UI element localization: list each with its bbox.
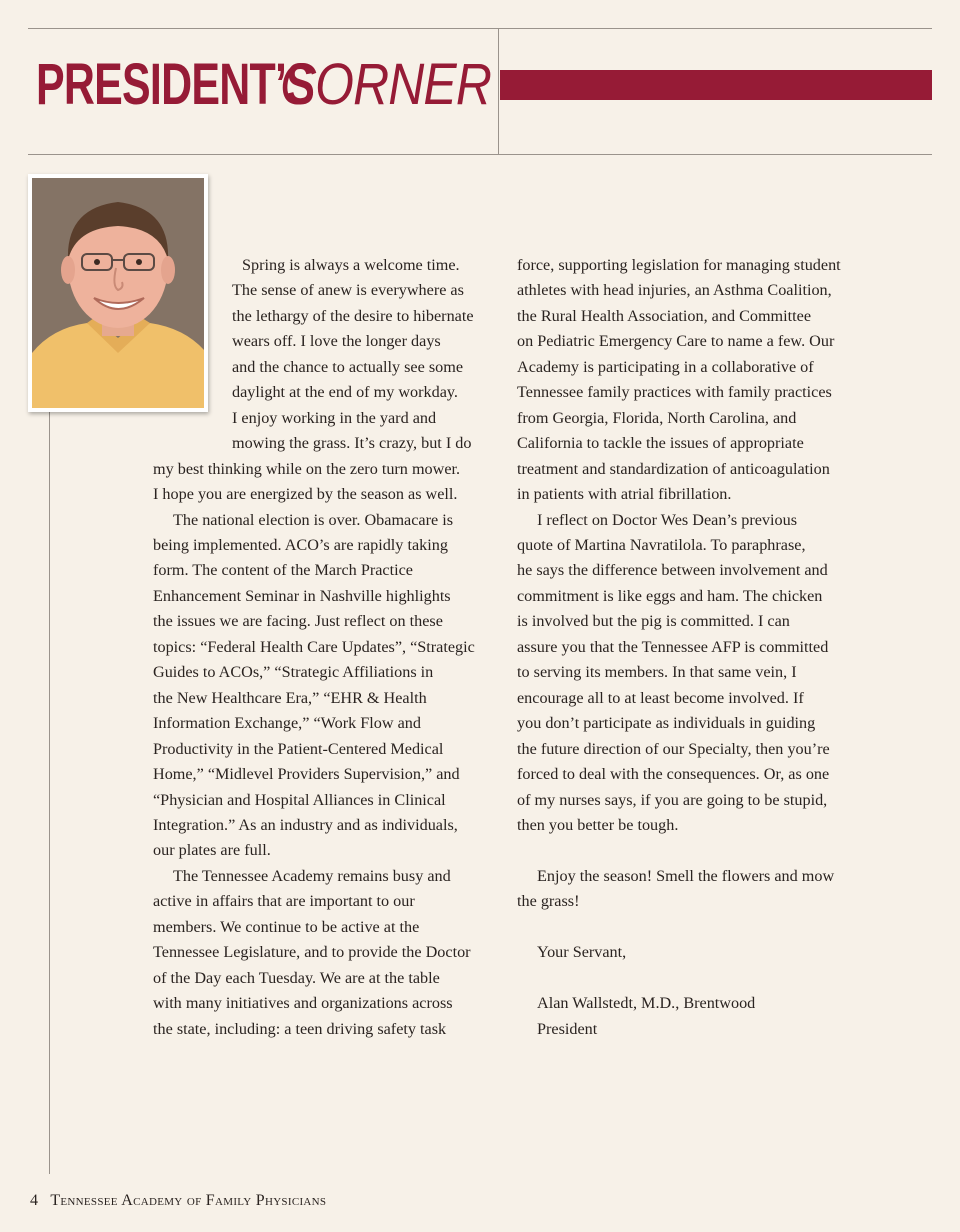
text-line: California to tackle the issues of appropriate <box>517 434 804 453</box>
text-line: the issues we are facing. Just reflect on these <box>153 612 443 631</box>
text-line: assure you that the Tennessee AFP is committed <box>517 637 829 656</box>
text-line: Integration.” As an industry and as individuals, <box>153 815 458 834</box>
text-line: he says the difference between involvement and <box>517 561 828 580</box>
text-line: Enjoy the season! Smell the flowers and mow <box>537 866 835 885</box>
text-line: of the Day each Tuesday. We are at the table <box>153 968 440 987</box>
text-line: of my nurses says, if you are going to be stupid, <box>517 790 828 809</box>
text-line: Guides to ACOs,” “Strategic Affiliations in <box>153 663 434 682</box>
text-line: members. We continue to be active at the <box>153 917 420 936</box>
text-line: form. The content of the March Practice <box>153 561 413 580</box>
publication-name: Tennessee Academy of Family Physicians <box>50 1192 327 1209</box>
text-line: athletes with head injuries, an Asthma Coalition, <box>517 281 832 300</box>
article-column-left <box>153 253 503 1042</box>
text-line: the lethargy of the desire to hibernate <box>232 306 474 325</box>
text-line: our plates are full. <box>153 841 271 860</box>
text-line: topics: “Federal Health Care Updates”, “Strategic <box>153 637 475 656</box>
signature-title: President <box>537 1019 598 1038</box>
article-column-right <box>517 253 937 1042</box>
text-line: Tennessee Legislature, and to provide the Doctor <box>153 943 471 962</box>
top-rule <box>28 28 932 29</box>
text-line: being implemented. ACO’s are rapidly taking <box>153 535 448 554</box>
text-line: then you better be tough. <box>517 815 679 834</box>
paragraph-gap <box>517 915 937 940</box>
text-line: my best thinking while on the zero turn mower. <box>153 459 461 478</box>
header-bottom-rule <box>28 154 932 155</box>
header-divider <box>498 28 499 155</box>
title-bold: PRESIDENT’S <box>36 52 315 117</box>
text-line: is involved but the pig is committed. I can <box>517 612 790 631</box>
text-line: force, supporting legislation for managing student <box>517 256 841 274</box>
text-line: I enjoy working in the yard and <box>232 408 437 427</box>
text-line: encourage all to at least become involved. If <box>517 688 804 707</box>
text-line: treatment and standardization of anticoagulation <box>517 459 830 478</box>
text-line: mowing the grass. It’s crazy, but I do <box>232 434 472 453</box>
text-line: from Georgia, Florida, North Carolina, and <box>517 408 797 427</box>
text-line: the future direction of our Specialty, then you’re <box>517 739 830 758</box>
page-title <box>36 50 491 120</box>
text-line: forced to deal with the consequences. Or, as one <box>517 765 830 784</box>
text-line: I hope you are energized by the season as well. <box>153 485 458 504</box>
paragraph-gap <box>517 966 937 991</box>
text-line: Tennessee family practices with family practices <box>517 383 832 402</box>
text-line: with many initiatives and organizations across <box>153 994 453 1013</box>
paragraph-gap <box>517 838 937 863</box>
text-line: Home,” “Midlevel Providers Supervision,” and <box>153 765 460 784</box>
text-line: in patients with atrial fibrillation. <box>517 485 732 504</box>
text-line: the grass! <box>517 892 580 911</box>
text-line: on Pediatric Emergency Care to name a few. Our <box>517 332 835 351</box>
text-line: commitment is like eggs and ham. The chicken <box>517 586 823 605</box>
text-line: daylight at the end of my workday. <box>232 383 458 402</box>
text-line: The national election is over. Obamacare is <box>173 510 454 529</box>
text-line: you don’t participate as individuals in guiding <box>517 714 816 733</box>
text-line: the New Healthcare Era,” “EHR & Health <box>153 688 427 707</box>
text-line: Information Exchange,” “Work Flow and <box>153 714 421 733</box>
text-line: Enhancement Seminar in Nashville highlights <box>153 586 451 605</box>
page-number: 4 <box>30 1192 39 1209</box>
text-line: The Tennessee Academy remains busy and <box>173 866 451 885</box>
text-line: quote of Martina Navratilola. To paraphrase, <box>517 535 806 554</box>
text-line: I reflect on Doctor Wes Dean’s previous <box>537 510 798 529</box>
accent-bar <box>500 70 932 100</box>
page-footer <box>30 1192 326 1210</box>
text-line: active in affairs that are important to our <box>153 892 415 911</box>
signature-name: Alan Wallstedt, M.D., Brentwood <box>537 994 756 1013</box>
title-light: CORNER <box>280 52 491 117</box>
closing-salutation: Your Servant, <box>537 943 627 962</box>
text-line: the Rural Health Association, and Committee <box>517 306 812 325</box>
text-line: “Physician and Hospital Alliances in Clinical <box>153 790 446 809</box>
text-line: and the chance to actually see some <box>232 357 464 376</box>
text-line: The sense of anew is everywhere as <box>232 281 464 300</box>
text-line: Academy is participating in a collaborative of <box>517 357 814 376</box>
left-margin-rule <box>49 412 50 1174</box>
text-line: to serving its members. In that same vein, I <box>517 663 797 682</box>
text-line: the state, including: a teen driving safety task <box>153 1019 447 1038</box>
text-line: wears off. I love the longer days <box>232 332 441 351</box>
text-line: Productivity in the Patient-Centered Medical <box>153 739 444 758</box>
text-line: Spring is always a welcome time. <box>242 256 460 274</box>
